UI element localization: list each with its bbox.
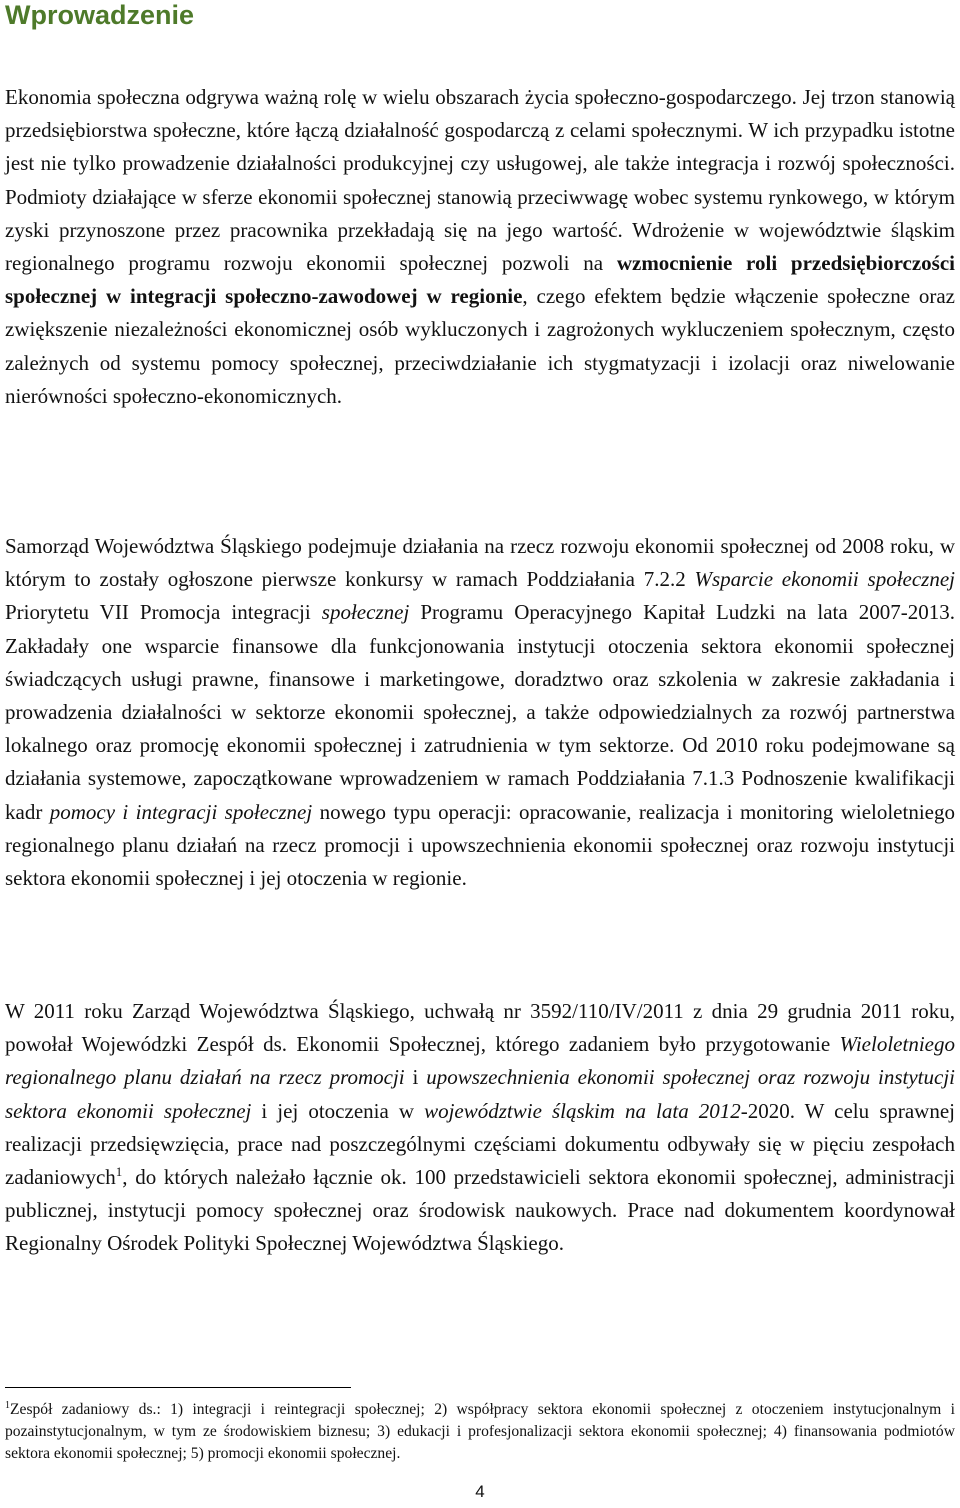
paragraph-plan xyxy=(5,995,955,1261)
section-heading: Wprowadzenie xyxy=(5,0,195,30)
italic-text: społecznej xyxy=(321,600,410,625)
text-run: Priorytetu VII Promocja integracji xyxy=(5,600,322,625)
text-run: nowego typu operacji: opracowanie, realizacja i monitoring wieloletniego regionalnego planu działań na rzecz promocji i upowszechnienia ekonomii społecznej oraz rozwoju instytucji sektora ekonomii społecznej i jej otoczenia w regionie. xyxy=(5,799,955,891)
italic-text: pomocy i integracji społecznej xyxy=(49,799,313,824)
footnote xyxy=(5,1399,955,1465)
text-run: , czego efektem będzie włączenie społeczne oraz zwiększenie niezależności ekonomicznej osób wykluczonych i zagrożonych wykluczeniem społecznym, często zależnych od systemu pomocy społecznej, przeciwdziałanie ich stygmatyzacji i izolacji oraz niwelowanie nierówności społeczno-ekonomicznych. xyxy=(5,284,956,408)
footnote-reference[interactable]: 1 xyxy=(115,1164,123,1180)
italic-text: Wsparcie ekonomii społecznej xyxy=(694,567,955,592)
text-run: W 2011 roku Zarząd Województwa Śląskiego, uchwałą nr 3592/110/IV/2011 z dnia 29 grudnia 2011 roku, powołał Wojewódzki Zespół ds. Ekonomii Społecznej, którego zadaniem było przygotowanie xyxy=(5,999,955,1057)
paragraph-history xyxy=(5,530,955,895)
footnote-text: Zespół zadaniowy ds.: 1) integracji i reintegracji społecznej; 2) współpracy sektora ekonomii społecznej z otoczeniem instytucjonalnym i pozainstytucjonalnym, w tym ze środowiskiem biznesu; 3) edukacji i profesjonalizacji sektora ekonomii społecznej; 4) finansowania podmiotów sektora ekonomii społecznej; 5) promocji ekonomii społecznej. xyxy=(5,1401,955,1462)
italic-text: województwie śląskim na lata 2012 xyxy=(424,1098,741,1123)
text-run: , do których należało łącznie ok. 100 przedstawicieli sektora ekonomii społecznej, administracji publicznej, instytucji pomocy społecznej oraz środowisk naukowych. Prace nad dokumentem koordynował Regionalny Ośrodek Polityki Społecznej Województwa Śląskiego. xyxy=(5,1165,955,1256)
text-run: Ekonomia społeczna odgrywa ważną rolę w wielu obszarach życia społeczno-gospodarczego. Jej trzon stanowią przedsiębiorstwa społeczne, które łączą działalność gospodarczą z celami społecznymi. W ich przypadku istotne jest nie tylko prowadzenie działalności produkcyjnej czy usługowej, ale także integracja i rozwój społeczności. Podmioty działające w sferze ekonomii społecznej stanowią przeciwwagę wobec systemu rynkowego, w którym zyski przynoszone przez pracownika przekładają się na jego wartość. Wdrożenie w województwie śląskim regionalnego programu rozwoju ekonomii społecznej pozwoli na xyxy=(5,85,955,276)
text-run: Programu Operacyjnego Kapitał Ludzki na lata 2007-2013. Zakładały one wsparcie finansowe dla funkcjonowania instytucji otoczenia sektora ekonomii społecznej świadczących usługi prawne, finansowe i marketingowe, doradztwo oraz szkolenia w zakresie zakładania i prowadzenia działalności w sektorze ekonomii społecznej, a także odpowiedzialnych za rozwój partnerstwa lokalnego oraz promocję ekonomii społecznej i zatrudnienia w tym sektorze. Od 2010 roku podejmowane są działania systemowe, zapoczątkowane wprowadzeniem w ramach Poddziałania 7.1.3 Podnoszenie kwalifikacji kadr xyxy=(5,600,955,824)
bold-text: wzmocnienie roli przedsiębiorczości społecznej w integracji społeczno-zawodowej w regionie xyxy=(5,251,955,309)
text-run: -2020. W celu sprawnej realizacji przedsięwzięcia, prace nad poszczególnymi częściami dokumentu odbywały się w pięciu zespołach zadaniowych xyxy=(5,1098,955,1190)
italic-text: Wieloletniego regionalnego planu działań na rzecz promocji xyxy=(5,1032,955,1090)
page-number: 4 xyxy=(475,1482,485,1501)
paragraph-introduction xyxy=(5,81,955,413)
footnote-separator xyxy=(5,1387,351,1388)
italic-text: upowszechnienia ekonomii społecznej oraz rozwoju instytucji sektora ekonomii społecznej xyxy=(5,1065,955,1123)
footnote-marker: 1 xyxy=(5,1399,10,1411)
text-run: Samorząd Województwa Śląskiego podejmuje działania na rzecz rozwoju ekonomii społecznej od 2008 roku, w którym to zostały ogłoszone pierwsze konkursy w ramach Poddziałania 7.2.2 xyxy=(5,534,955,592)
text-run: i jej otoczenia w xyxy=(251,1098,425,1123)
text-run: i xyxy=(404,1065,427,1090)
